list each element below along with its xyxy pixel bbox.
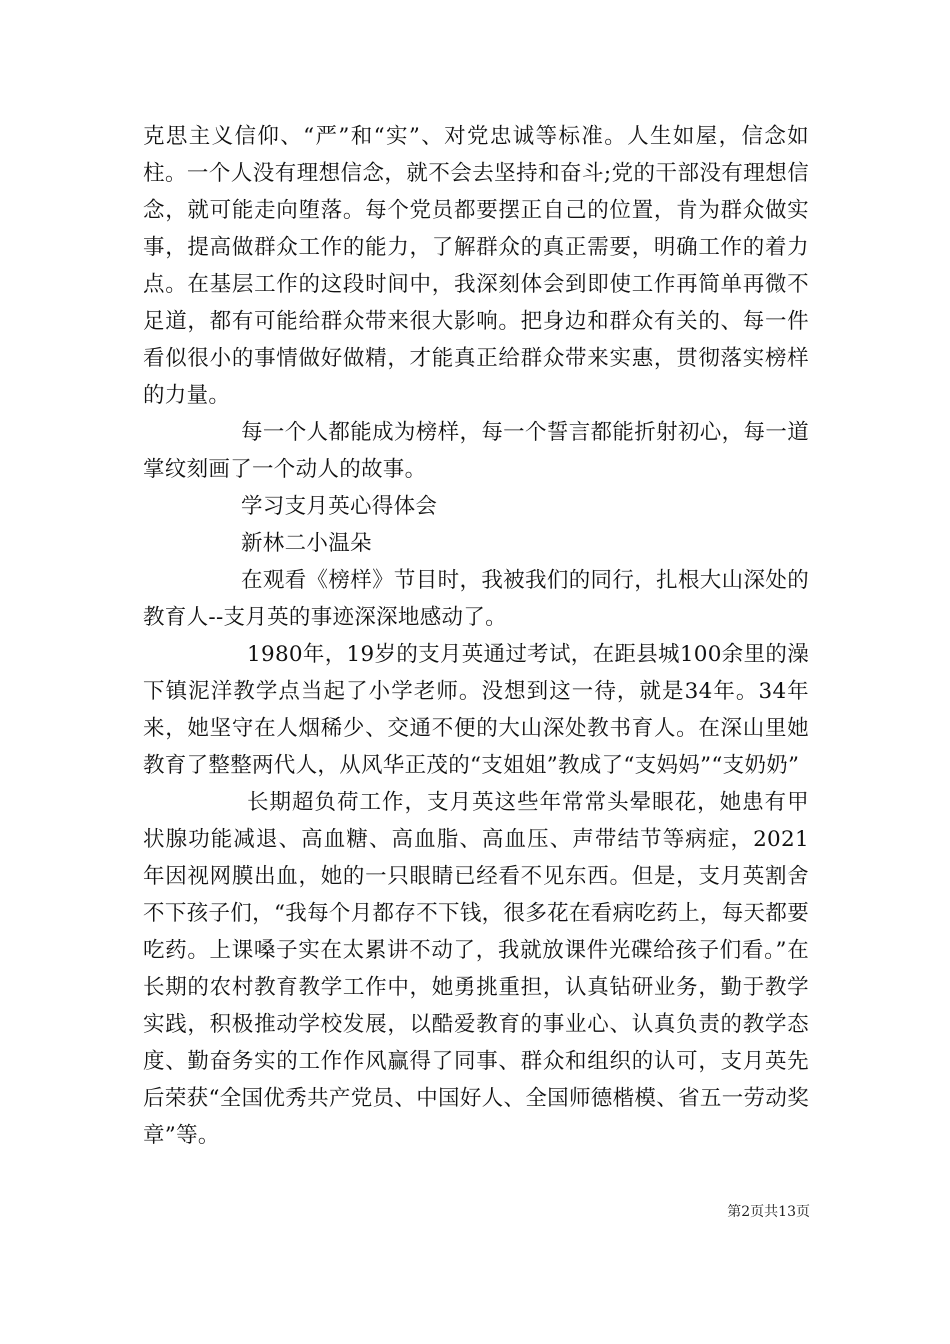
paragraph-intro: 在观看《榜样》节目时，我被我们的同行，扎根大山深处的教育人--支月英的事迹深深地感动了。 [143,568,809,630]
essay-title: 学习支月英心得体会 [241,494,438,519]
paragraph-role-model: 每一个人都能成为榜样，每一个誓言都能折射初心，每一道掌纹刻画了一个动人的故事。 [143,420,809,482]
paragraph-1980: 1980年，19岁的支月英通过考试，在距县城100余里的澡下镇泥洋教学点当起了小学老师。没想到这一待，就是34年。34年来，她坚守在人烟稀少、交通不便的大山深处教书育人。在深山里她教育了整整两代人，从风华正茂的“支姐姐”教成了“支妈妈”“支奶奶” [143,642,809,778]
paragraph-continuation: 克思主义信仰、“严”和“实”、对党忠诚等标准。人生如屋，信念如柱。一个人没有理想信念，就不会去坚持和奋斗;党的干部没有理想信念，就可能走向堕落。每个党员都要摆正自己的位置，肯为群众做实事，提高做群众工作的能力，了解群众的真正需要，明确工作的着力点。在基层工作的这段时间中，我深刻体会到即使工作再简单再微不足道，都有可能给群众带来很大影响。把身边和群众有关的、每一件看似很小的事情做好做精，才能真正给群众带来实惠，贯彻落实榜样的力量。 [143,124,809,408]
document-body [143,118,809,1154]
essay-author: 新林二小温朵 [241,531,372,556]
paragraph-overwork: 长期超负荷工作，支月英这些年常常头晕眼花，她患有甲状腺功能减退、高血糖、高血脂、高血压、声带结节等病症，2021年因视网膜出血，她的一只眼睛已经看不见东西。但是，支月英割舍不下孩子们，“我每个月都存不下钱，很多花在看病吃药上，每天都要吃药。上课嗓子实在太累讲不动了，我就放课件光碟给孩子们看。”在长期的农村教育教学工作中，她勇挑重担，认真钻研业务，勤于教学实践，积极推动学校发展，以酷爱教育的事业心、认真负责的教学态度、勤奋务实的工作作风赢得了同事、群众和组织的认可，支月英先后荣获“全国优秀共产党员、中国好人、全国师德楷模、省五一劳动奖章”等。 [143,790,809,1148]
page-number: 第2页共13页 [727,1204,810,1220]
